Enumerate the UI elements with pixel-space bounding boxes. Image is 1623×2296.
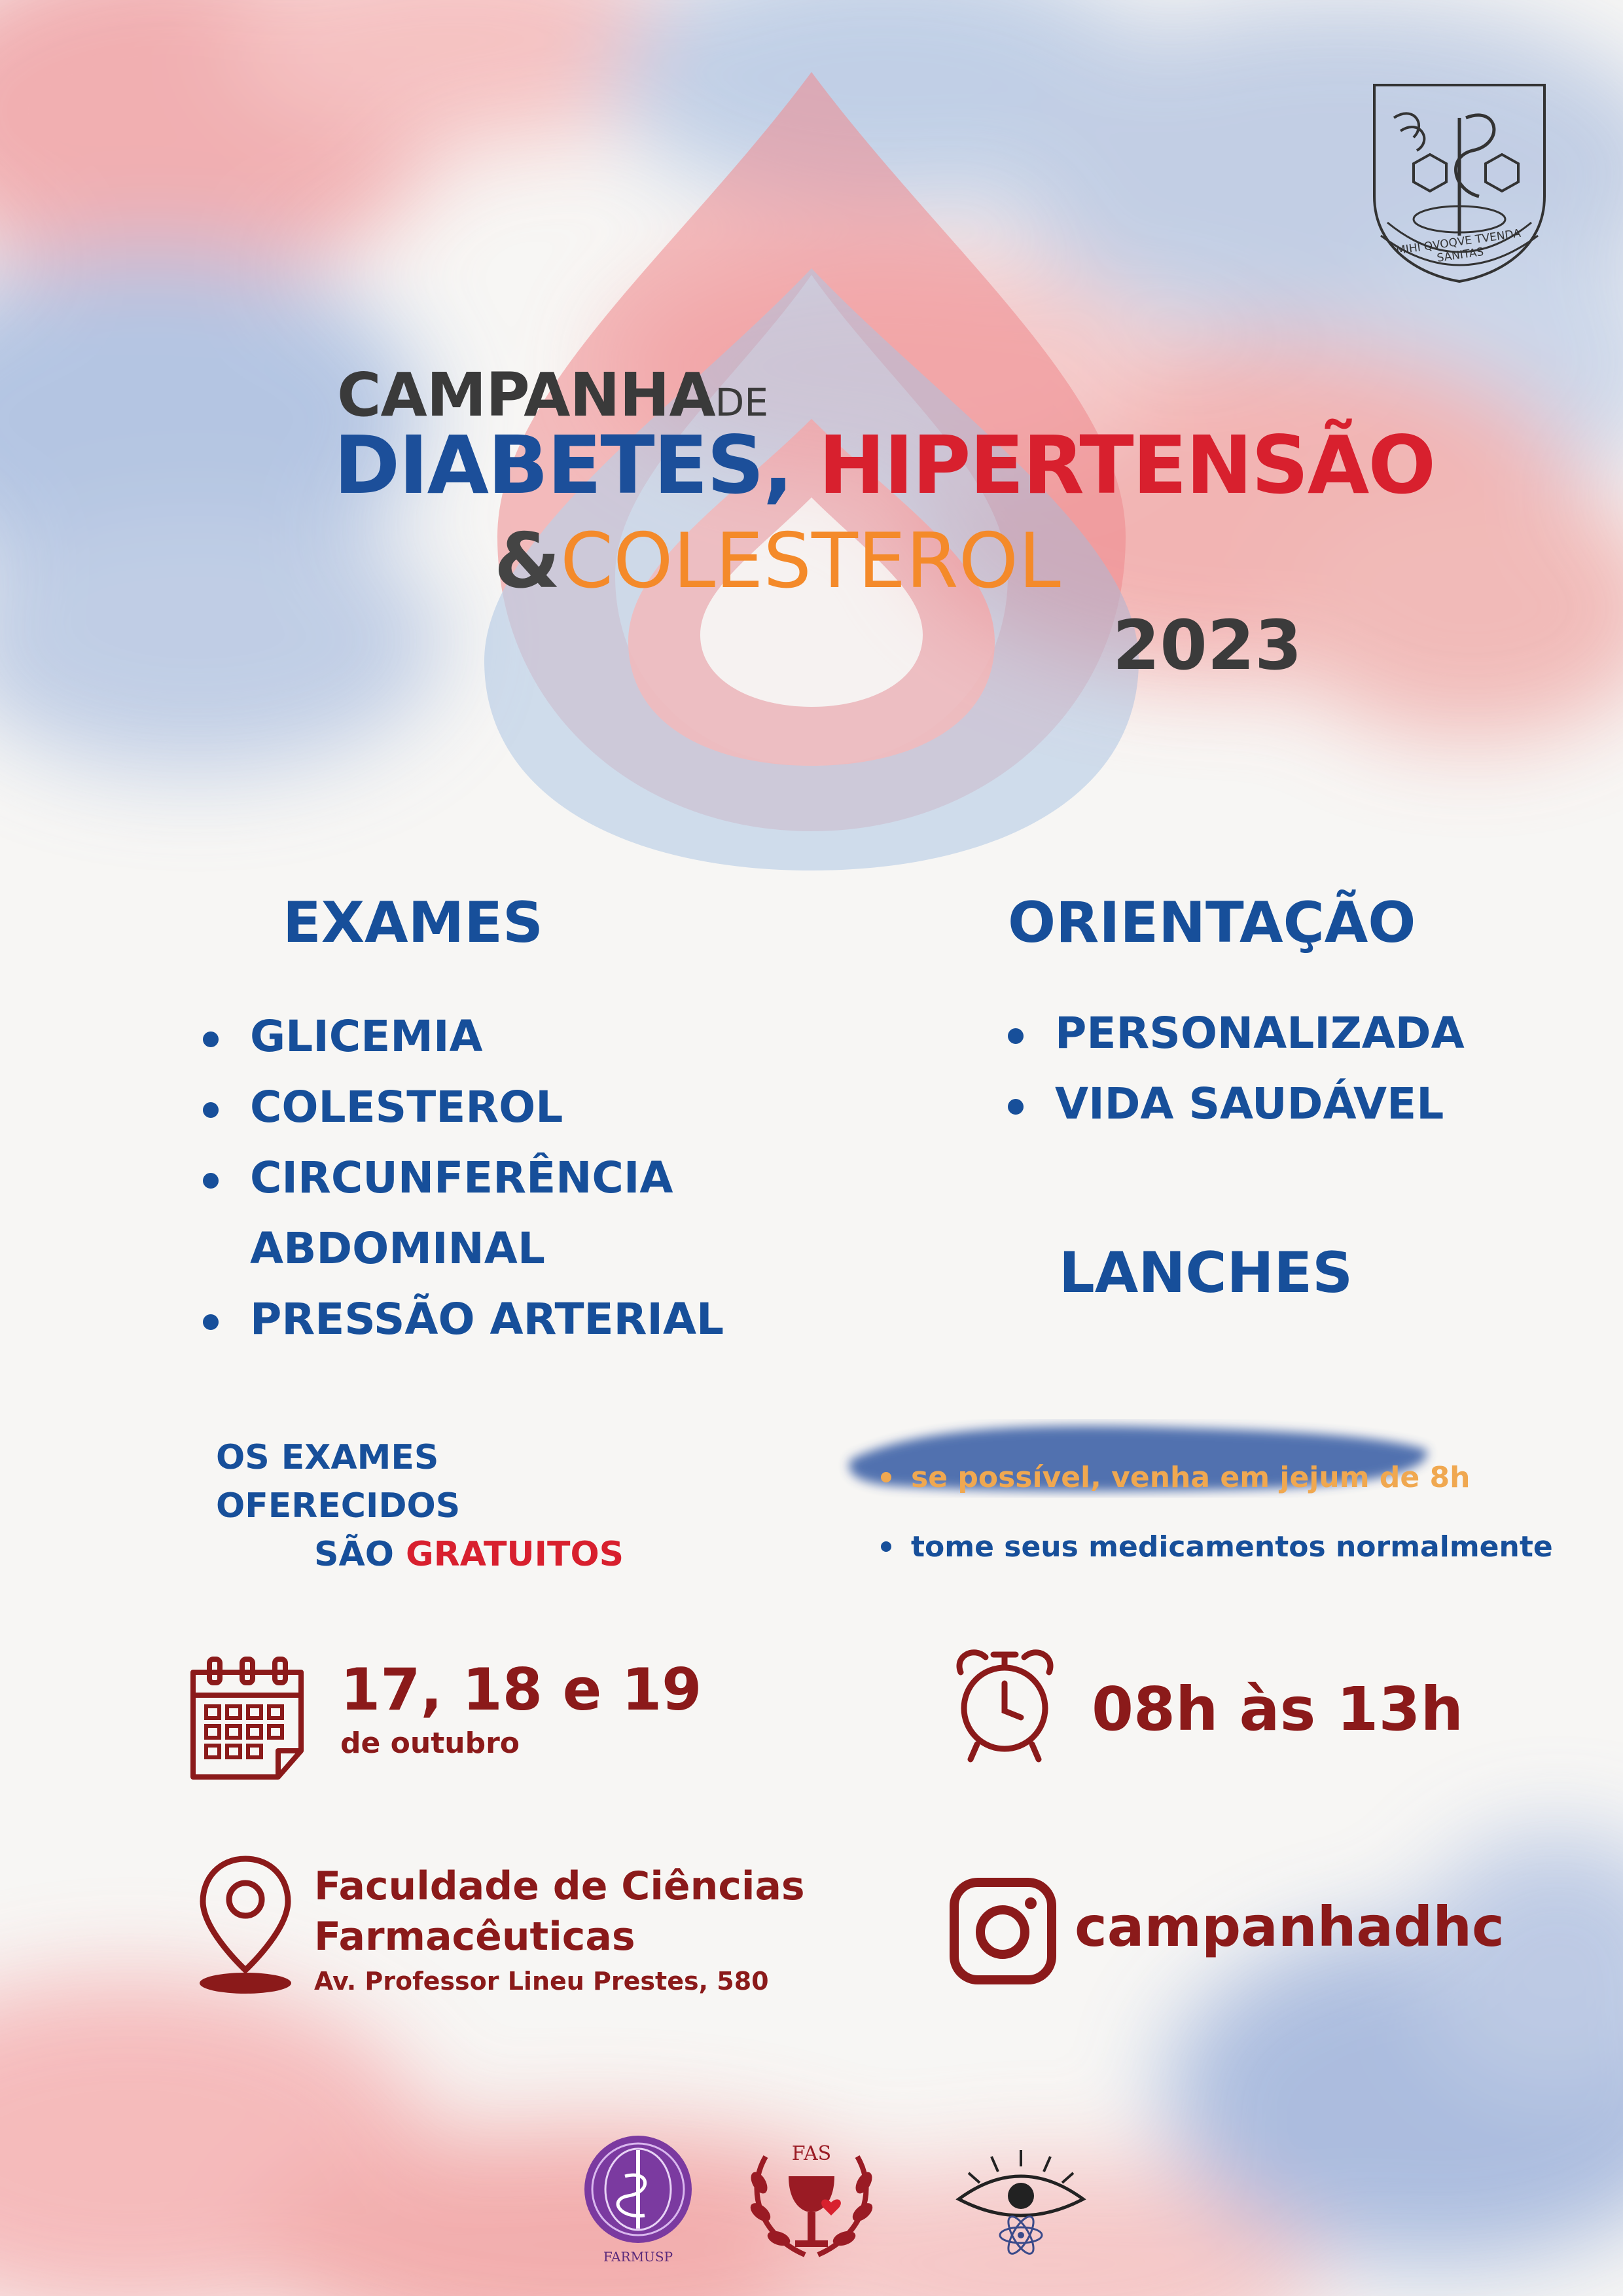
free-exams-note [216,1433,674,1579]
calendar-icon [187,1653,308,1784]
event-place-line-1: Faculdade de Ciências [314,1863,805,1909]
event-month: de outubro [340,1727,520,1760]
title-campanha: CAMPANHA [337,360,715,430]
title-ampersand: & [494,517,561,605]
tip-medication: tome seus medicamentos normalmente [870,1513,1610,1582]
fas-logo [740,2130,883,2268]
title-line-3 [494,517,1061,605]
instagram-handle: campanhadhc [1075,1895,1505,1959]
title-hipertensao: HIPERTENSÃO [818,419,1435,512]
alarm-clock-icon [948,1643,1062,1767]
orientacao-heading: ORIENTAÇÃO [1008,890,1416,956]
title-de: DE [715,380,768,425]
title-colesterol: COLESTEROL [560,517,1061,605]
free-exams-line-1: OS EXAMES OFERECIDOS [216,1438,461,1526]
crest-motto: MIHI QVOQVE TVENDA SANITAS [1395,226,1522,265]
exames-heading: EXAMES [283,890,543,956]
list-item: GLICEMIA [203,1001,792,1072]
farmusp-label: FARMUSP [603,2249,673,2265]
free-exams-line-2 [216,1530,674,1579]
event-place-line-2: Farmacêuticas [314,1914,635,1960]
list-item: CIRCUNFERÊNCIA ABDOMINAL [203,1143,792,1284]
title-year: 2023 [1113,605,1302,685]
farmusp-logo [579,2130,697,2268]
free-exams-prefix: SÃO [314,1535,394,1574]
free-exams-highlight: GRATUITOS [406,1535,624,1574]
location-pin-icon [193,1852,298,1996]
event-dates: 17, 18 e 19 [340,1656,702,1723]
exames-list [203,1001,792,1355]
instagram-icon [949,1877,1057,1985]
list-item: PRESSÃO ARTERIAL [203,1284,792,1355]
fas-label: FAS [791,2142,832,2165]
atom-eye-logo [952,2147,1090,2258]
list-item: VIDA SAUDÁVEL [1008,1069,1597,1139]
list-item: COLESTEROL [203,1072,792,1143]
event-hours: 08h às 13h [1092,1674,1463,1744]
orientacao-list [1008,998,1597,1139]
lanches-heading: LANCHES [1059,1240,1353,1306]
event-address: Av. Professor Lineu Prestes, 580 [314,1967,769,1996]
tip-fasting: se possível, venha em jejum de 8h [870,1443,1610,1513]
title-line-2 [334,419,1435,512]
list-item: PERSONALIZADA [1008,998,1597,1069]
tips-list [870,1443,1610,1582]
title-diabetes: DIABETES, [334,419,793,512]
